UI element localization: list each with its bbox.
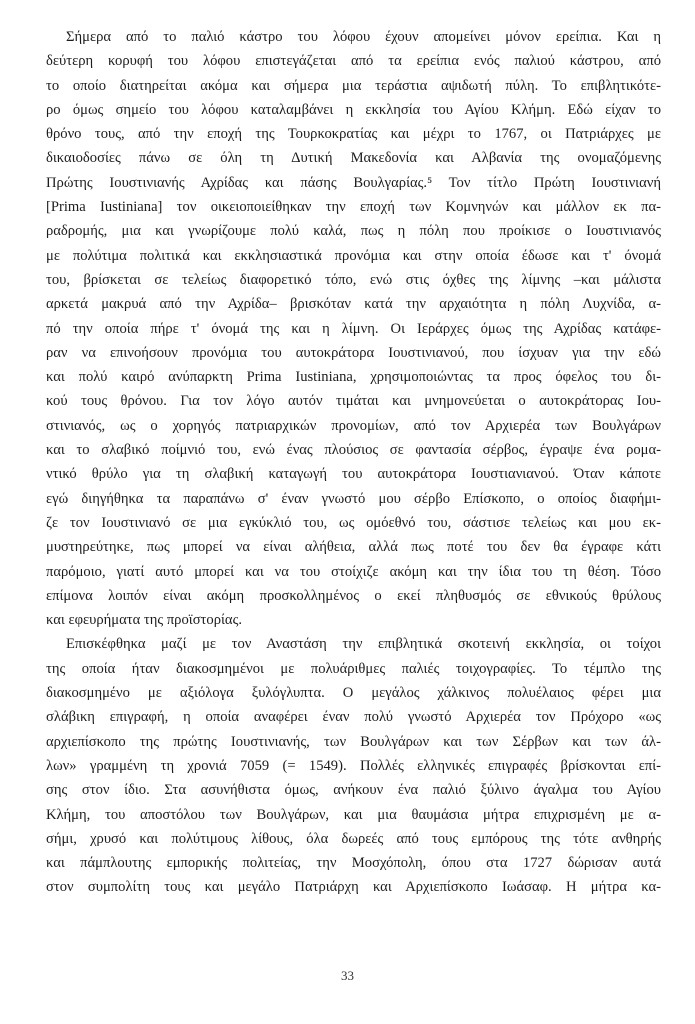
- text-line: ραδρομής, μια και γνωρίζουμε πολύ καλά, πως η πόλη που προίκισε ο Ιουστινιανός: [46, 223, 661, 240]
- text-line: αρχιεπίσκοπο της πρώτης Ιουστινιανής, των Βουλγάρων και των Σέρβων και των άλ-: [46, 733, 661, 750]
- text-line: του, βρίσκεται σε τελείως διαφορετικό τόπο, ενώ στις όχθες της λίμνης –και μάλιστα: [46, 271, 661, 288]
- text-line: σλάβικη επιγραφή, η οποία αναφέρει έναν πολύ γνωστό Αρχιερέα τον Πρόχορο «ως: [46, 709, 661, 726]
- text-line: [Prima Iustiniana] τον οικειοποιείθηκαν την εποχή των Κομνηνών και μάλλον εκ πα-: [46, 199, 661, 216]
- text-line: εγώ διηγήθηκα τα παραπάνω σ' έναν γνωστό μου σέρβο Επίσκοπο, ο οποίος διαφήμι-: [46, 490, 661, 507]
- text-line: στον συμπολίτη τους και μεγάλο Πατριάρχη και Αρχιεπίσκοπο Ιωάσαφ. Η μήτρα κα-: [46, 879, 661, 896]
- text-line: παρόμοιο, γιατί αυτό μπορεί και να του στοίχιζε ακόμη και την ίδια του τη θέση. Τόσο: [46, 563, 661, 580]
- text-line: μυστηρεύτηκε, πως μπορεί να είναι αλήθεια, αλλά πως ποτέ του δεν θα έγραφε κάτι: [46, 539, 661, 556]
- text-line: δικαιοδοσίες πάνω σε όλη τη Δυτική Μακεδονία και Αλβανία της ονομαζόμενης: [46, 150, 661, 167]
- text-line: ζε τον Ιουστινιανό σε μια εγκύκλιό του, ως ομόεθνό του, σάστισε τελείως και μου εκ-: [46, 514, 661, 531]
- text-line: στινιανός, ως ο χορηγός πατριαρχικών προνομίων, από τον Αρχιερέα των Βουλγάρων: [46, 417, 661, 434]
- text-line: ραν να επινοήσουν προνόμια του αυτοκράτορα Ιουστινιανού, που ίσχυαν για την εδώ: [46, 344, 661, 361]
- text-line: της οποία ήταν διακοσμημένοι με πολυάριθμες παλιές τοιχογραφίες. Το τέμπλο της: [46, 660, 661, 677]
- text-line: κού τους θρόνου. Για τον λόγο αυτόν τιμάται και μνημονεύεται ο αυτοκράτορας Ιου-: [46, 393, 661, 410]
- text-line: λων» γραμμένη τη χρονιά 7059 (= 1549). Πολλές ελληνικές επιγραφές βρίσκονται επί-: [46, 757, 661, 774]
- text-line: δεύτερη κορυφή του λόφου επιστεγάζεται από τα ερείπια ενός παλιού κάστρου, από: [46, 53, 661, 70]
- text-line: διακοσμημένο με αξιόλογα ξυλόγλυπτα. Ο μεγάλος χάλκινος πολυέλαιος φέρει μια: [46, 685, 661, 702]
- text-line: και πολύ καιρό ανύπαρκτη Prima Iustiniana, χρησιμοποιώντας τα προς όφελος του δι-: [46, 369, 661, 386]
- text-line: ντικό θρύλο για τη σλαβική καταγωγή του αυτοκράτορα Ιουστιανιανού. Όταν κάποτε: [46, 466, 661, 483]
- text-line: πό την οποία πήρε τ' όνομά της και η λίμνη. Οι Ιεράρχες όμως της Αχρίδας κατάφε-: [46, 320, 661, 337]
- text-line: και το σλαβικό ποίμνιό του, ενώ ένας πλούσιος σε φαντασία σέρβος, έγραψε ένα ρομα-: [46, 442, 661, 459]
- body-text: [46, 25, 661, 900]
- text-line: Επισκέφθηκα μαζί με τον Αναστάση την επιβλητικά σκοτεινή εκκλησία, οι τοίχοι: [66, 636, 661, 653]
- text-line: αρκετά μακρυά από την Αχρίδα– βρισκόταν κατά την αρχαιότητα η πόλη Λυχνίδα, α-: [46, 296, 661, 313]
- text-line: με πολύτιμα πολιτικά και εκκλησιαστικά προνόμια και στην οποία έδωσε και τ' όνομά: [46, 247, 661, 264]
- text-line: Σήμερα από το παλιό κάστρο του λόφου έχουν απομείνει μόνον ερείπια. Και η: [66, 29, 661, 45]
- text-line: το οποίο διατηρείται ακόμα και σήμερα μια τεράστια αψιδωτή πύλη. Το επιβλητικότε-: [46, 77, 661, 94]
- text-line: και πάμπλουτης εμπορικής πολιτείας, την Μοσχόπολη, όπου στα 1727 δώρισαν αυτά: [46, 855, 661, 872]
- text-line: σήμι, χρυσό και πολύτιμους λίθους, όλα δωρεές από τους εμπόρους της τότε ανθηρής: [46, 830, 661, 847]
- text-line: ρο όμως σημείο του λόφου καταλαμβάνει η εκκλησία του Αγίου Κλήμη. Εδώ είχαν το: [46, 101, 661, 118]
- text-line: σης στον ίδιο. Στα ασυνήθιστα όμως, ανήκουν ένα παλιό ξύλινο άγαλμα του Αγίου: [46, 782, 661, 799]
- text-line: Κλήμη, του αποστόλου των Βουλγάρων, και μια θαυμάσια μήτρα επιχρισμένη με α-: [46, 806, 661, 823]
- text-line: θρόνο τους, από την εποχή της Τουρκοκρατίας και μέχρι το 1767, οι Πατριάρχες με: [46, 126, 661, 143]
- text-line: επίμονα λοιπόν είναι ακόμη προσκολλημένος ο εκεί πληθυσμός σε εθνικούς θρύλους: [46, 587, 661, 604]
- text-line: Πρώτης Ιουστινιανής Αχρίδας και πάσης Βουλγαρίας.⁵ Τον τίτλο Πρώτη Ιουστινιανή: [46, 174, 661, 191]
- text-line: και εφευρήματα της προϊστορίας.: [46, 612, 243, 629]
- page-number: 33: [341, 968, 354, 983]
